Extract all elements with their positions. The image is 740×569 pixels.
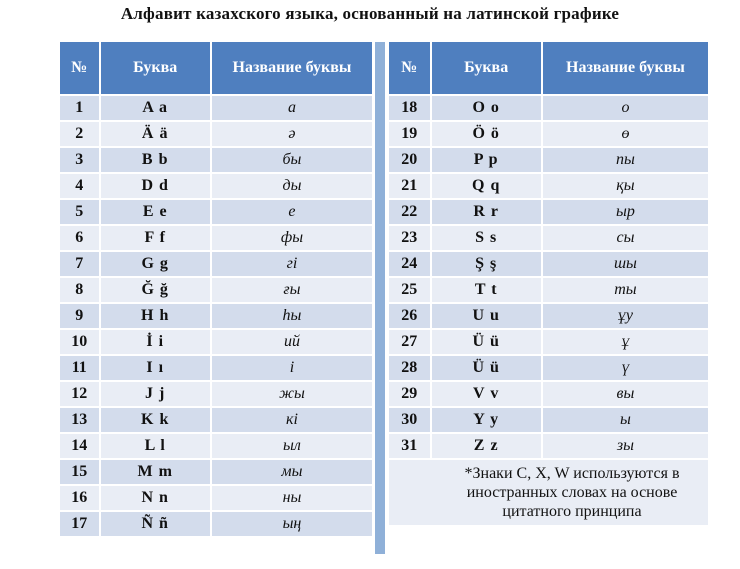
letter-number: 23 — [389, 226, 430, 250]
header-letter: Буква — [101, 42, 210, 94]
footnote: *Знаки C, X, W используются в иностранных словах на основе цитатного принципа — [389, 460, 708, 525]
letter-number: 24 — [389, 252, 430, 276]
letter-name: мы — [212, 460, 372, 484]
table-row — [60, 382, 372, 406]
letter-name: фы — [212, 226, 372, 250]
table-row — [389, 356, 708, 380]
letter-name: ө — [543, 122, 708, 146]
letter-number: 19 — [389, 122, 430, 146]
letter-number: 15 — [60, 460, 99, 484]
table-row — [60, 330, 372, 354]
header-num: № — [389, 42, 430, 94]
letter-name: пы — [543, 148, 708, 172]
letter-name: а — [212, 96, 372, 120]
header-letter-name: Название буквы — [543, 42, 708, 94]
table-row — [60, 252, 372, 276]
table-row — [60, 226, 372, 250]
table-row — [60, 200, 372, 224]
letter-number: 13 — [60, 408, 99, 432]
letter-number: 27 — [389, 330, 430, 354]
alphabet-table-right — [387, 40, 710, 527]
letter-number: 18 — [389, 96, 430, 120]
table-row — [389, 434, 708, 458]
table-row — [60, 96, 372, 120]
table-row — [389, 122, 708, 146]
letter-number: 29 — [389, 382, 430, 406]
table-row — [389, 382, 708, 406]
letter-name: кі — [212, 408, 372, 432]
letter-number: 14 — [60, 434, 99, 458]
letter-cell: I ı — [101, 356, 210, 380]
page-title: Алфавит казахского языка, основанный на латинской графике — [120, 4, 620, 23]
table-row — [389, 226, 708, 250]
letter-name: і — [212, 356, 372, 380]
letter-name: ны — [212, 486, 372, 510]
letter-cell: M m — [101, 460, 210, 484]
table-row — [60, 512, 372, 536]
letter-name: зы — [543, 434, 708, 458]
letter-name: сы — [543, 226, 708, 250]
table-row — [389, 408, 708, 432]
letter-cell: Z z — [432, 434, 541, 458]
letter-cell: L l — [101, 434, 210, 458]
letter-number: 1 — [60, 96, 99, 120]
letter-cell: R r — [432, 200, 541, 224]
letter-name: ың — [212, 512, 372, 536]
letter-cell: S s — [432, 226, 541, 250]
table-header-row — [389, 42, 708, 94]
letter-cell: Ñ ñ — [101, 512, 210, 536]
letter-number: 11 — [60, 356, 99, 380]
letter-number: 2 — [60, 122, 99, 146]
letter-name: ды — [212, 174, 372, 198]
letter-cell: H h — [101, 304, 210, 328]
letter-cell: V v — [432, 382, 541, 406]
letter-cell: Ü ü — [432, 330, 541, 354]
letter-name: ы — [543, 408, 708, 432]
letter-number: 26 — [389, 304, 430, 328]
letter-cell: P p — [432, 148, 541, 172]
letter-name: ий — [212, 330, 372, 354]
column-divider — [375, 42, 385, 554]
table-row — [389, 330, 708, 354]
letter-cell: K k — [101, 408, 210, 432]
letter-cell: Ä ä — [101, 122, 210, 146]
letter-number: 9 — [60, 304, 99, 328]
letter-number: 4 — [60, 174, 99, 198]
letter-name: ә — [212, 122, 372, 146]
table-row — [389, 200, 708, 224]
letter-cell: E e — [101, 200, 210, 224]
footnote-row — [389, 460, 708, 525]
letter-cell: Ğ ğ — [101, 278, 210, 302]
letter-cell: U u — [432, 304, 541, 328]
table-row — [60, 460, 372, 484]
letter-name: ұу — [543, 304, 708, 328]
table-row — [60, 408, 372, 432]
header-letter: Буква — [432, 42, 541, 94]
letter-name: бы — [212, 148, 372, 172]
letter-number: 12 — [60, 382, 99, 406]
table-header-row — [60, 42, 372, 94]
letter-cell: O o — [432, 96, 541, 120]
letter-number: 21 — [389, 174, 430, 198]
letter-number: 25 — [389, 278, 430, 302]
letter-number: 5 — [60, 200, 99, 224]
table-row — [60, 148, 372, 172]
letter-number: 28 — [389, 356, 430, 380]
table-row — [389, 304, 708, 328]
letter-cell: Ş ş — [432, 252, 541, 276]
table-row — [60, 278, 372, 302]
letter-number: 22 — [389, 200, 430, 224]
letter-cell: D d — [101, 174, 210, 198]
table-row — [389, 148, 708, 172]
letter-number: 8 — [60, 278, 99, 302]
letter-name: ыр — [543, 200, 708, 224]
letter-name: е — [212, 200, 372, 224]
letter-name: ү — [543, 356, 708, 380]
letter-name: ыл — [212, 434, 372, 458]
header-num: № — [60, 42, 99, 94]
header-letter-name: Название буквы — [212, 42, 372, 94]
table-row — [60, 486, 372, 510]
letter-name: ұ — [543, 330, 708, 354]
letter-cell: N n — [101, 486, 210, 510]
letter-cell: Q q — [432, 174, 541, 198]
letter-name: шы — [543, 252, 708, 276]
letter-name: қы — [543, 174, 708, 198]
letter-number: 20 — [389, 148, 430, 172]
table-row — [60, 356, 372, 380]
letter-cell: J j — [101, 382, 210, 406]
table-row — [60, 122, 372, 146]
table-row — [60, 174, 372, 198]
table-row — [389, 252, 708, 276]
letter-number: 30 — [389, 408, 430, 432]
letter-name: вы — [543, 382, 708, 406]
letter-cell: Ö ö — [432, 122, 541, 146]
letter-number: 31 — [389, 434, 430, 458]
letter-name: о — [543, 96, 708, 120]
letter-cell: Ü ü — [432, 356, 541, 380]
letter-number: 7 — [60, 252, 99, 276]
letter-number: 16 — [60, 486, 99, 510]
letter-number: 3 — [60, 148, 99, 172]
letter-cell: B b — [101, 148, 210, 172]
letter-name: ғы — [212, 278, 372, 302]
letter-name: гі — [212, 252, 372, 276]
table-row — [389, 278, 708, 302]
letter-name: жы — [212, 382, 372, 406]
letter-name: һы — [212, 304, 372, 328]
letter-cell: T t — [432, 278, 541, 302]
letter-cell: Y y — [432, 408, 541, 432]
letter-cell: İ i — [101, 330, 210, 354]
letter-number: 17 — [60, 512, 99, 536]
letter-cell: G g — [101, 252, 210, 276]
table-row — [389, 174, 708, 198]
letter-number: 10 — [60, 330, 99, 354]
table-row — [60, 434, 372, 458]
table-row — [389, 96, 708, 120]
letter-number: 6 — [60, 226, 99, 250]
alphabet-table-left — [58, 40, 374, 538]
letter-name: ты — [543, 278, 708, 302]
letter-cell: A a — [101, 96, 210, 120]
table-row — [60, 304, 372, 328]
letter-cell: F f — [101, 226, 210, 250]
